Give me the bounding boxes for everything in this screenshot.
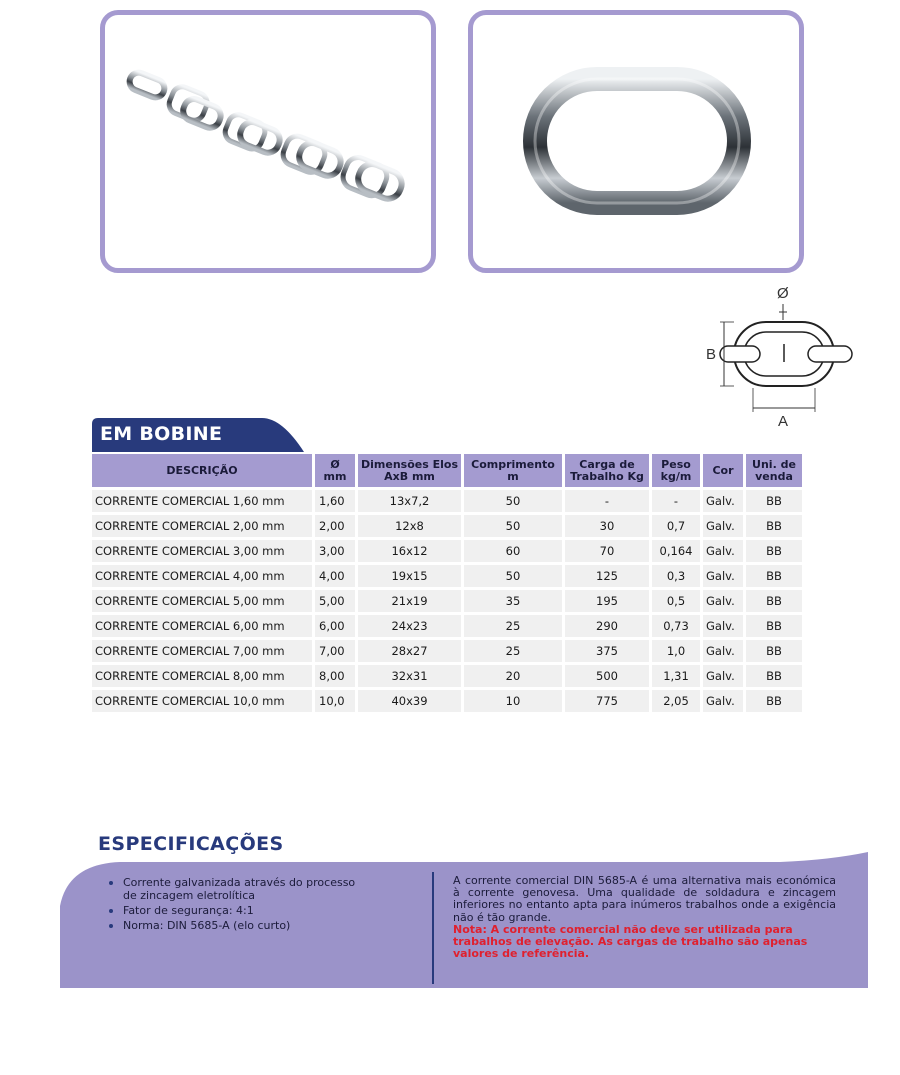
cell-dimensions: 24x23: [358, 615, 461, 637]
cell-working-load: -: [565, 490, 649, 512]
cell-diameter: 6,00: [315, 615, 355, 637]
cell-color: Galv.: [703, 540, 743, 562]
header-length: Comprimento m: [464, 454, 562, 487]
list-item: Fator de segurança: 4:1: [108, 904, 368, 917]
cell-dimensions: 13x7,2: [358, 490, 461, 512]
cell-weight: 1,31: [652, 665, 700, 687]
chain-link-diagram: [700, 282, 870, 430]
specifications-list: [108, 876, 368, 934]
table-row: [92, 515, 802, 537]
cell-weight: 2,05: [652, 690, 700, 712]
cell-diameter: 2,00: [315, 515, 355, 537]
cell-color: Galv.: [703, 665, 743, 687]
cell-color: Galv.: [703, 615, 743, 637]
cell-description: CORRENTE COMERCIAL 8,00 mm: [92, 665, 312, 687]
cell-description: CORRENTE COMERCIAL 5,00 mm: [92, 590, 312, 612]
cell-weight: 0,73: [652, 615, 700, 637]
cell-sale-unit: BB: [746, 490, 802, 512]
chain-link-photo: [473, 15, 799, 268]
cell-working-load: 195: [565, 590, 649, 612]
table-row: [92, 590, 802, 612]
diameter-label: Ø: [777, 285, 789, 302]
cell-description: CORRENTE COMERCIAL 4,00 mm: [92, 565, 312, 587]
header-sale-unit: Uni. de venda: [746, 454, 802, 487]
cell-working-load: 500: [565, 665, 649, 687]
cell-working-load: 30: [565, 515, 649, 537]
header-color: Cor: [703, 454, 743, 487]
cell-length: 35: [464, 590, 562, 612]
cell-color: Galv.: [703, 490, 743, 512]
chain-photo-frame: [100, 10, 436, 273]
cell-dimensions: 16x12: [358, 540, 461, 562]
cell-sale-unit: BB: [746, 590, 802, 612]
cell-sale-unit: BB: [746, 565, 802, 587]
b-dimension-label: B: [706, 346, 717, 363]
cell-diameter: 8,00: [315, 665, 355, 687]
cell-sale-unit: BB: [746, 615, 802, 637]
list-item: Norma: DIN 5685-A (elo curto): [108, 919, 368, 932]
cell-weight: 0,164: [652, 540, 700, 562]
cell-sale-unit: BB: [746, 640, 802, 662]
cell-length: 60: [464, 540, 562, 562]
cell-sale-unit: BB: [746, 665, 802, 687]
cell-length: 50: [464, 565, 562, 587]
header-diameter: Ø mm: [315, 454, 355, 487]
table-row: [92, 615, 802, 637]
cell-working-load: 70: [565, 540, 649, 562]
list-item: Corrente galvanizada através do processo de zincagem eletrolítica: [108, 876, 368, 902]
cell-length: 25: [464, 640, 562, 662]
cell-description: CORRENTE COMERCIAL 10,0 mm: [92, 690, 312, 712]
cell-color: Galv.: [703, 690, 743, 712]
cell-color: Galv.: [703, 565, 743, 587]
table-row: [92, 640, 802, 662]
specifications-description-block: [453, 875, 836, 960]
table-row: [92, 690, 802, 712]
cell-length: 10: [464, 690, 562, 712]
cell-description: CORRENTE COMERCIAL 2,00 mm: [92, 515, 312, 537]
table-row: [92, 665, 802, 687]
a-dimension-label: A: [778, 413, 789, 430]
cell-weight: 0,7: [652, 515, 700, 537]
cell-diameter: 4,00: [315, 565, 355, 587]
table-row: [92, 565, 802, 587]
cell-diameter: 5,00: [315, 590, 355, 612]
cell-working-load: 125: [565, 565, 649, 587]
cell-dimensions: 40x39: [358, 690, 461, 712]
cell-diameter: 10,0: [315, 690, 355, 712]
cell-description: CORRENTE COMERCIAL 6,00 mm: [92, 615, 312, 637]
chain-link-photo-frame: [468, 10, 804, 273]
cell-diameter: 1,60: [315, 490, 355, 512]
cell-dimensions: 19x15: [358, 565, 461, 587]
cell-diameter: 7,00: [315, 640, 355, 662]
cell-color: Galv.: [703, 640, 743, 662]
section-title: EM BOBINE: [100, 423, 223, 445]
cell-dimensions: 28x27: [358, 640, 461, 662]
cell-sale-unit: BB: [746, 540, 802, 562]
cell-weight: 0,3: [652, 565, 700, 587]
cell-dimensions: 32x31: [358, 665, 461, 687]
cell-description: CORRENTE COMERCIAL 7,00 mm: [92, 640, 312, 662]
cell-diameter: 3,00: [315, 540, 355, 562]
cell-length: 20: [464, 665, 562, 687]
header-descricao: DESCRIÇÃO: [92, 454, 312, 487]
specifications-divider: [432, 872, 434, 984]
cell-length: 25: [464, 615, 562, 637]
cell-description: CORRENTE COMERCIAL 1,60 mm: [92, 490, 312, 512]
chain-photo: [105, 15, 431, 268]
table-row: [92, 540, 802, 562]
product-table: [89, 451, 805, 715]
cell-color: Galv.: [703, 590, 743, 612]
cell-color: Galv.: [703, 515, 743, 537]
header-working-load: Carga de Trabalho Kg: [565, 454, 649, 487]
cell-weight: -: [652, 490, 700, 512]
cell-sale-unit: BB: [746, 515, 802, 537]
table-row: [92, 490, 802, 512]
cell-weight: 1,0: [652, 640, 700, 662]
cell-sale-unit: BB: [746, 690, 802, 712]
cell-working-load: 290: [565, 615, 649, 637]
specifications-heading: ESPECIFICAÇÕES: [98, 833, 284, 855]
header-dimensions: Dimensões Elos AxB mm: [358, 454, 461, 487]
cell-working-load: 775: [565, 690, 649, 712]
specifications-note: Nota: A corrente comercial não deve ser utilizada para trabalhos de elevação. As cargas de trabalho são apenas valores de referência.: [453, 922, 808, 961]
cell-length: 50: [464, 515, 562, 537]
cell-weight: 0,5: [652, 590, 700, 612]
cell-dimensions: 21x19: [358, 590, 461, 612]
specifications-description: A corrente comercial DIN 5685-A é uma alternativa mais económica à corrente genovesa. Uma qualidade de soldadura e zincagem inferiores no entanto apta para inúmeros trabalhos onde a exigência não é tão grande.: [453, 874, 836, 924]
cell-length: 50: [464, 490, 562, 512]
table-header-row: [92, 454, 802, 487]
cell-description: CORRENTE COMERCIAL 3,00 mm: [92, 540, 312, 562]
cell-dimensions: 12x8: [358, 515, 461, 537]
header-weight: Peso kg/m: [652, 454, 700, 487]
cell-working-load: 375: [565, 640, 649, 662]
